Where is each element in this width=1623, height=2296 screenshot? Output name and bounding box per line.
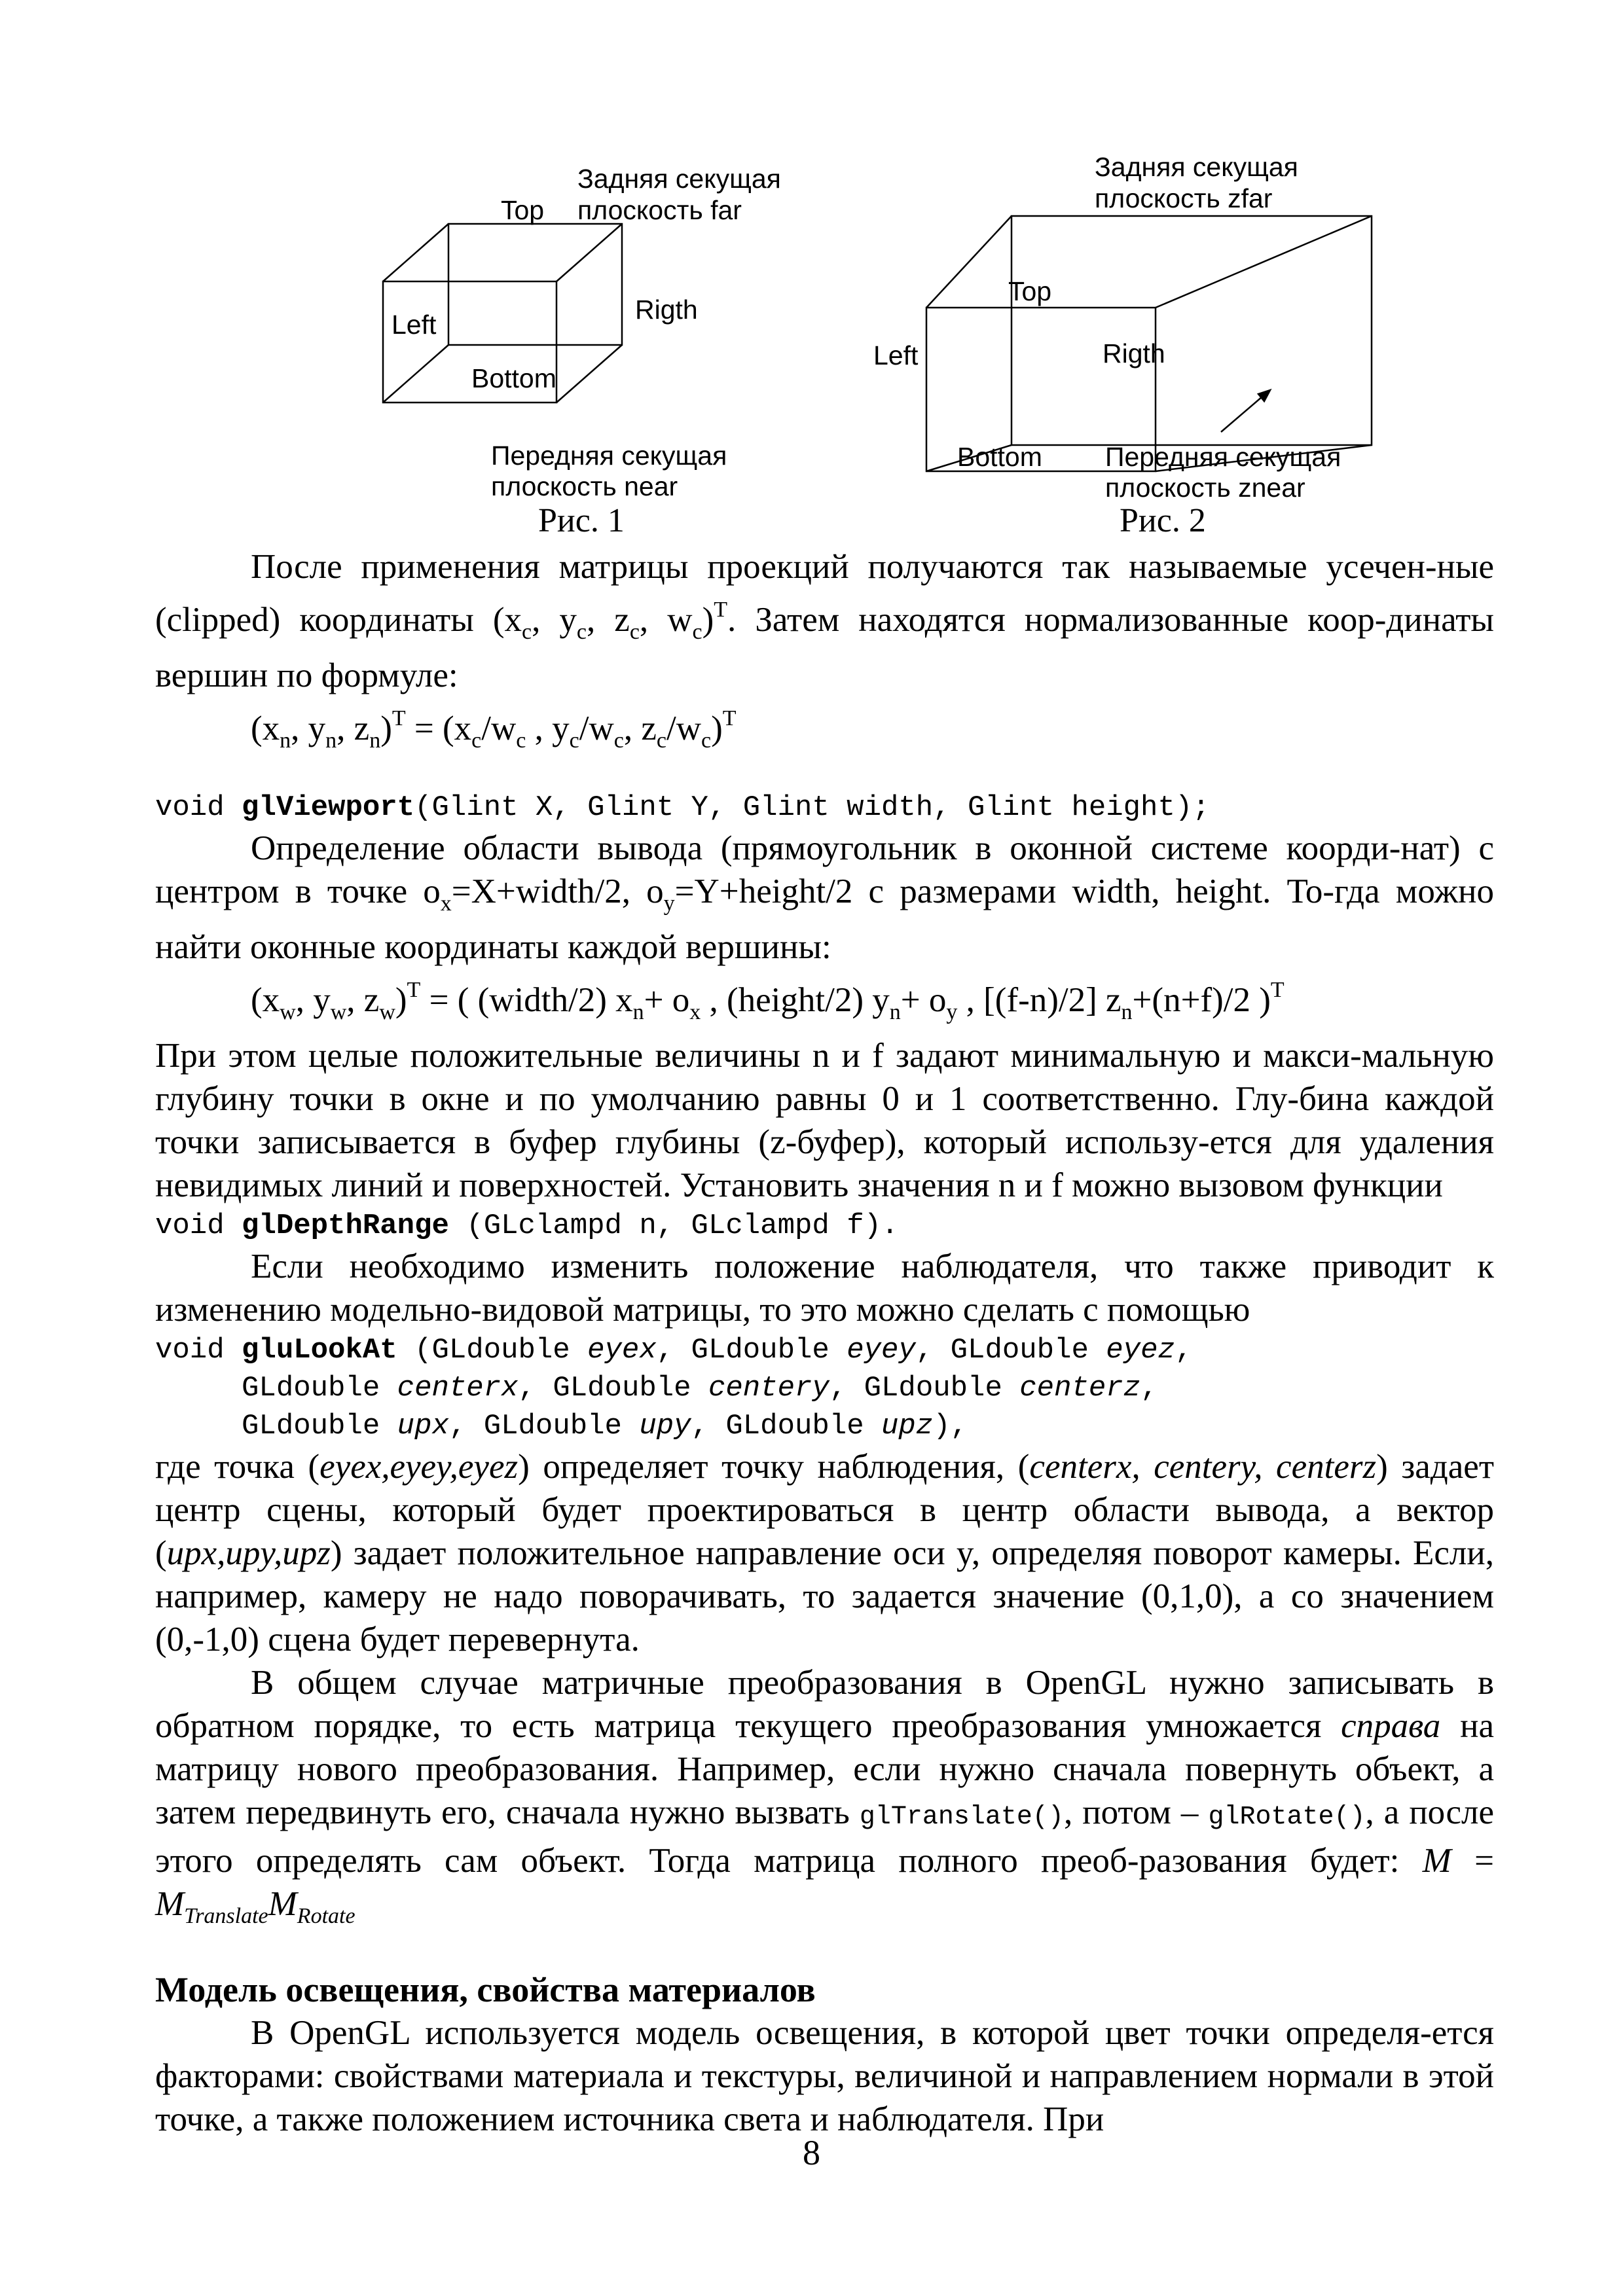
code3-arg-centerx: centerx: [397, 1372, 519, 1405]
code3-seg: , GLdouble: [691, 1410, 882, 1443]
p1-text-a: После применения матрицы проекций получаются так называемые усечен-ные (clipped) координаты (x: [155, 548, 1494, 639]
fig1-right-label: Rigth: [635, 295, 698, 325]
code1-prefix: void: [155, 791, 242, 824]
figure-2: [858, 151, 1447, 556]
paragraph-observer: Если необходимо изменить положение наблюдателя, что также приводит к изменению модельно-видовой матрицы, то это можно сделать с помощью: [155, 1247, 1494, 1329]
code3-seg: , GLdouble: [448, 1410, 640, 1443]
sub-c: c: [576, 620, 587, 644]
code2-prefix: void: [155, 1210, 242, 1242]
code3-arg-eyez: eyez: [1106, 1334, 1175, 1367]
code3-seg: ,: [1175, 1334, 1193, 1367]
p5-center: centerx, centery, centerz: [1029, 1448, 1377, 1486]
code3-seg: ),: [933, 1410, 968, 1443]
code3-seg: , GLdouble: [915, 1334, 1106, 1367]
fig2-top-label: Top: [1008, 276, 1052, 306]
code3-arg-centery: centery: [708, 1372, 830, 1405]
figure-1: [367, 151, 825, 556]
code-glulookat: [155, 1331, 1494, 1445]
p5-text-a: где точка (: [155, 1448, 320, 1486]
p1-text-f: . Затем находятся нормализованные коор-динаты вершин по формуле:: [155, 601, 1494, 694]
p6-text-d: , а после этого определять сам объект. Тогда матрица полного преоб-разования будет:: [155, 1793, 1494, 1880]
formula3-eq: =: [1451, 1842, 1495, 1880]
paragraph-matrix-order: [155, 1661, 1494, 1938]
fig1-near-label-line2: плоскость near: [491, 471, 678, 501]
p6-right: справа: [1341, 1707, 1441, 1745]
code3-arg-eyex: eyex: [587, 1334, 657, 1367]
fig1-far-label-line2: плоскость far: [577, 195, 742, 225]
formula3-m: M: [268, 1885, 297, 1923]
fig2-caption: Рис. 2: [1120, 502, 1206, 539]
p1-text-b: , y: [532, 601, 577, 639]
fig1-near-label-line1: Передняя секущая: [491, 440, 727, 471]
fig1-bottom-label: Bottom: [471, 363, 556, 393]
formula-normalized-coordinates: ($x_n$, $y_n$, $z_n)^T = (x_c/w_c$ , $y_c/w_c$, $z_c/w_c)^T$: [251, 706, 737, 753]
code3-prefix: void: [155, 1334, 242, 1367]
code3-seg: GLdouble: [155, 1372, 397, 1405]
p5-text-b: ) определяет точку наблюдения, (: [518, 1448, 1030, 1486]
code-gldepthrange: [155, 1207, 1494, 1245]
fig2-left-label: Left: [873, 340, 919, 370]
sub-y: y: [663, 891, 675, 916]
paragraph-clipped-coordinates: [155, 545, 1494, 697]
section-heading: Модель освещения, свойства материалов: [155, 1970, 816, 2009]
code3-seg: , GLdouble: [829, 1372, 1020, 1405]
fig2-near-label-line1: Передняя секущая: [1105, 442, 1341, 472]
p1-text-e: ): [702, 601, 714, 639]
code3-seg: , GLdouble: [518, 1372, 708, 1405]
p1-text-d: , w: [639, 601, 693, 639]
formula3-sub-translate: Translate: [184, 1904, 268, 1928]
code3-arg-upy: upy: [639, 1410, 691, 1443]
p6-glrotate: glRotate(): [1208, 1803, 1366, 1832]
code3-seg: , GLdouble: [656, 1334, 847, 1367]
p5-text-c: ) задает центр сцены, который будет проектироваться в центр области вывода, а вектор (: [155, 1448, 1494, 1572]
code3-arg-eyey: eyey: [847, 1334, 916, 1367]
fig2-bottom-label: Bottom: [957, 442, 1042, 472]
p5-text-d: ) задает положительное направление оси y, определяя поворот камеры. Если, например, камеру не надо поворачивать, то задается значение (0,1,0), а со значением (0,-1,0) сцена будет перевернута.: [155, 1534, 1494, 1659]
paragraph-lookat-explanation: [155, 1445, 1494, 1661]
sub-c: c: [522, 620, 532, 644]
code3-seg: GLdouble: [155, 1410, 397, 1443]
code3-seg: (GLdouble: [397, 1334, 588, 1367]
formula-window-coordinates: ($x_w$, $y_w$, $z_w)^T$ = ( (width/2) $x_n+ o_x$ , (height/2) $y_n+ o_y$ , [(f-n)/2] $z_n+(n+f)/2$ )$^T$: [251, 978, 1285, 1024]
p5-up: upx,upy,upz: [166, 1534, 331, 1572]
code-glviewport: [155, 789, 1494, 827]
code3-seg: ,: [1140, 1372, 1158, 1405]
code3-arg-upx: upx: [397, 1410, 449, 1443]
fig1-caption: Рис. 1: [538, 502, 625, 539]
p6-text-a: В общем случае матричные преобразования в OpenGL нужно записывать в обратном порядке, то есть матрица текущего преобразования умножается: [155, 1664, 1494, 1745]
code2-function-name: glDepthRange: [242, 1210, 449, 1242]
body-text: [155, 545, 1494, 2141]
code3-arg-centerz: centerz: [1019, 1372, 1141, 1405]
sub-c: c: [692, 620, 702, 644]
formula3-m: M: [155, 1885, 185, 1923]
p6-text-c: , потом –: [1063, 1793, 1209, 1831]
formula3-m: M: [1422, 1842, 1451, 1880]
paragraph-lighting: В OpenGL используется модель освещения, в которой цвет точки определя-ется факторами: свойствами материала и текстуры, величиной и направлением нормали в этой точке, а также положением источника света и наблюдателя. При: [155, 2014, 1494, 2138]
fig2-far-label-line1: Задняя секущая: [1095, 152, 1298, 182]
code3-function-name: gluLookAt: [242, 1334, 397, 1367]
p1-text-c: , z: [587, 601, 630, 639]
p6-text-b: на матрицу нового преобразования. Например, если нужно сначала повернуть объект, а затем передвинуть его, сначала нужно вызвать: [155, 1707, 1494, 1831]
fig1-far-label-line1: Задняя секущая: [577, 164, 781, 194]
fig2-direction-arrow: [1221, 390, 1270, 432]
sup-t: T: [714, 598, 728, 622]
fig2-near-label-line2: плоскость znear: [1105, 473, 1305, 503]
fig1-top-label: Top: [501, 195, 545, 225]
code1-args: (Glint X, Glint Y, Glint width, Glint height);: [414, 791, 1210, 824]
fig2-far-label-line2: плоскость zfar: [1095, 183, 1273, 213]
paragraph-viewport: [155, 827, 1494, 969]
p2-text-c: =Y+height/2 с размерами width, height. То-гда можно найти оконные координаты каждой вершины:: [155, 872, 1494, 966]
code2-args: (GLclampd n, GLclampd f).: [448, 1210, 899, 1242]
sub-c: c: [629, 620, 640, 644]
fig2-right-label: Rigth: [1103, 338, 1165, 368]
p5-eye: eyex,eyey,eyez: [319, 1448, 519, 1486]
paragraph-depth: При этом целые положительные величины n и f задают минимальную и макси-мальную глубину точки в окне и по умолчанию равны 0 и 1 соответственно. Глу-бина каждой точки записывается в буфер глубины (z-буфер), который использу-ется для удаления невидимых линий и поверхностей. Установить значения n и f можно вызовом функции: [155, 1037, 1494, 1204]
page-number: 8: [803, 2133, 820, 2172]
fig1-left-label: Left: [392, 310, 437, 340]
formula3-sub-rotate: Rotate: [297, 1904, 356, 1928]
p6-gltranslate: glTranslate(): [859, 1803, 1064, 1832]
p2-text-a: Определение области вывода (прямоугольник в оконной системе коорди-нат) с центром в точке o: [155, 829, 1494, 910]
code3-arg-upz: upz: [881, 1410, 934, 1443]
code1-function-name: glViewport: [242, 791, 415, 824]
sub-x: x: [440, 891, 452, 916]
p2-text-b: =X+width/2, o: [451, 872, 664, 910]
